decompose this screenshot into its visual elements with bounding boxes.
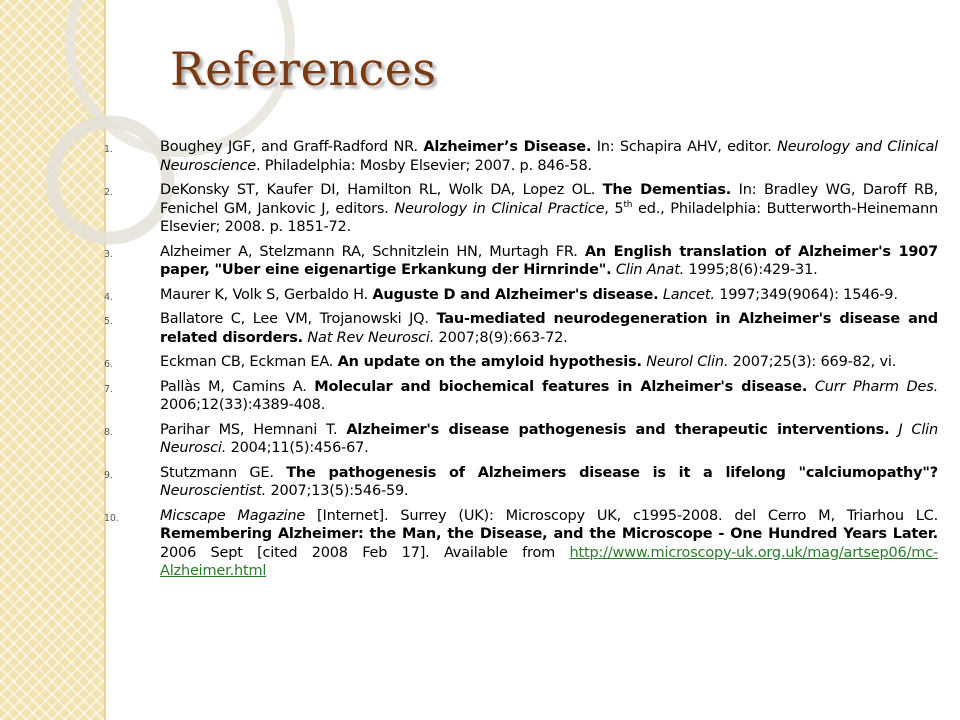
reference-text: Eckman CB, Eckman EA.	[160, 354, 338, 370]
reference-number: 10.	[104, 512, 119, 524]
reference-item	[104, 181, 938, 237]
reference-number: 4.	[104, 291, 113, 303]
reference-text: 1997;349(9064): 1546-9.	[714, 286, 898, 303]
reference-text: ed., Philadelphia: Butterworth-Heinemann Elsevier; 2008. p. 1851-72.	[160, 200, 938, 235]
reference-number: 6.	[104, 359, 113, 370]
superscript-text: th	[623, 199, 633, 210]
reference-item	[104, 310, 938, 347]
reference-item	[104, 378, 938, 415]
reference-source: Neurol Clin.	[646, 354, 729, 370]
reference-item	[104, 138, 938, 175]
reference-number: 3.	[104, 248, 113, 260]
reference-text: , 5	[604, 200, 624, 217]
reference-item	[104, 243, 938, 280]
reference-article-title: Tau-mediated neurodegeneration in Alzheimer's disease and related disorders.	[160, 311, 938, 346]
reference-number: 1.	[104, 144, 113, 155]
reference-text: 2006;12(33):4389-408.	[160, 397, 326, 413]
reference-text: Maurer K, Volk S, Gerbaldo H.	[160, 286, 373, 303]
reference-article-title: Alzheimer’s Disease.	[423, 139, 592, 155]
reference-source: Lancet.	[662, 286, 715, 303]
reference-text: Alzheimer A, Stelzmann RA, Schnitzlein HN, Murtagh FR.	[160, 243, 585, 260]
reference-article-title: An update on the amyloid hypothesis.	[337, 354, 642, 370]
reference-number: 8.	[104, 426, 113, 438]
reference-text: . Philadelphia: Mosby Elsevier; 2007. p. 846-58.	[255, 157, 592, 174]
reference-number: 5.	[104, 316, 113, 327]
reference-source: Neurology and Clinical Neuroscience	[160, 139, 938, 174]
reference-text: DeKonsky ST, Kaufer DI, Hamilton RL, Wolk DA, Lopez OL.	[160, 182, 603, 198]
reference-article-title: An English translation of Alzheimer's 1907 paper, "Uber eine eigenartige Erkankung der Hirnrinde".	[160, 243, 938, 278]
reference-text: Stutzmann GE.	[160, 464, 287, 481]
reference-text: Ballatore C, Lee VM, Trojanowski JQ.	[160, 311, 437, 327]
reference-number: 2.	[104, 187, 113, 198]
reference-link[interactable]: http://www.microscopy-uk.org.uk/mag/artsep06/mc-Alzheimer.html	[160, 544, 938, 579]
reference-text: 2006 Sept [cited 2008 Feb 17]. Available from	[160, 544, 570, 561]
slide-title: References	[170, 42, 437, 96]
reference-text: 2007;8(9):663-72.	[434, 329, 568, 346]
reference-article-title: Auguste D and Alzheimer's disease.	[372, 286, 659, 303]
reference-text: 1995;8(6):429-31.	[684, 262, 818, 278]
reference-text: 2007;13(5):546-59.	[266, 483, 409, 499]
reference-item	[104, 507, 938, 581]
reference-source: J Clin Neurosci.	[160, 421, 938, 456]
reference-number: 9.	[104, 469, 113, 481]
reference-text: 2007;25(3): 669-82, vi.	[728, 354, 897, 370]
reference-source: Neurology in Clinical Practice	[394, 200, 605, 217]
reference-article-title: The Dementias.	[602, 182, 732, 198]
reference-text: In: Schapira AHV, editor.	[591, 139, 778, 155]
reference-list	[104, 138, 938, 587]
reference-text: [Internet]. Surrey (UK): Microscopy UK, c1995-2008. del Cerro M, Triarhou LC.	[305, 507, 938, 524]
reference-text	[807, 379, 815, 395]
reference-article-title: Remembering Alzheimer: the Man, the Disease, and the Microscope - One Hundred Years Later.	[160, 526, 938, 542]
reference-article-title: The pathogenesis of Alzheimers disease is it a lifelong "calciumopathy"?	[286, 464, 938, 481]
reference-text: 2004;11(5):456-67.	[226, 440, 369, 456]
reference-text: Parihar MS, Hemnani T.	[160, 421, 347, 438]
reference-item	[104, 353, 938, 372]
reference-source: Curr Pharm Des.	[814, 378, 938, 395]
reference-source: Nat Rev Neurosci.	[307, 329, 435, 346]
reference-number: 7.	[104, 383, 113, 395]
reference-article-title: Alzheimer's disease pathogenesis and therapeutic interventions.	[346, 421, 890, 438]
reference-source: Clin Anat.	[615, 262, 685, 278]
reference-item	[104, 421, 938, 458]
reference-text: Pallàs M, Camins A.	[160, 378, 315, 395]
reference-item	[104, 286, 938, 305]
reference-article-title: Molecular and biochemical features in Alzheimer's disease.	[314, 378, 808, 395]
reference-item	[104, 464, 938, 501]
reference-source: Micscape Magazine	[160, 507, 306, 524]
reference-text: Boughey JGF, and Graff-Radford NR.	[160, 139, 424, 155]
reference-source: Neuroscientist.	[160, 483, 267, 499]
reference-text: In: Bradley WG, Daroff RB, Fenichel GM, Jankovic J, editors.	[160, 182, 938, 217]
